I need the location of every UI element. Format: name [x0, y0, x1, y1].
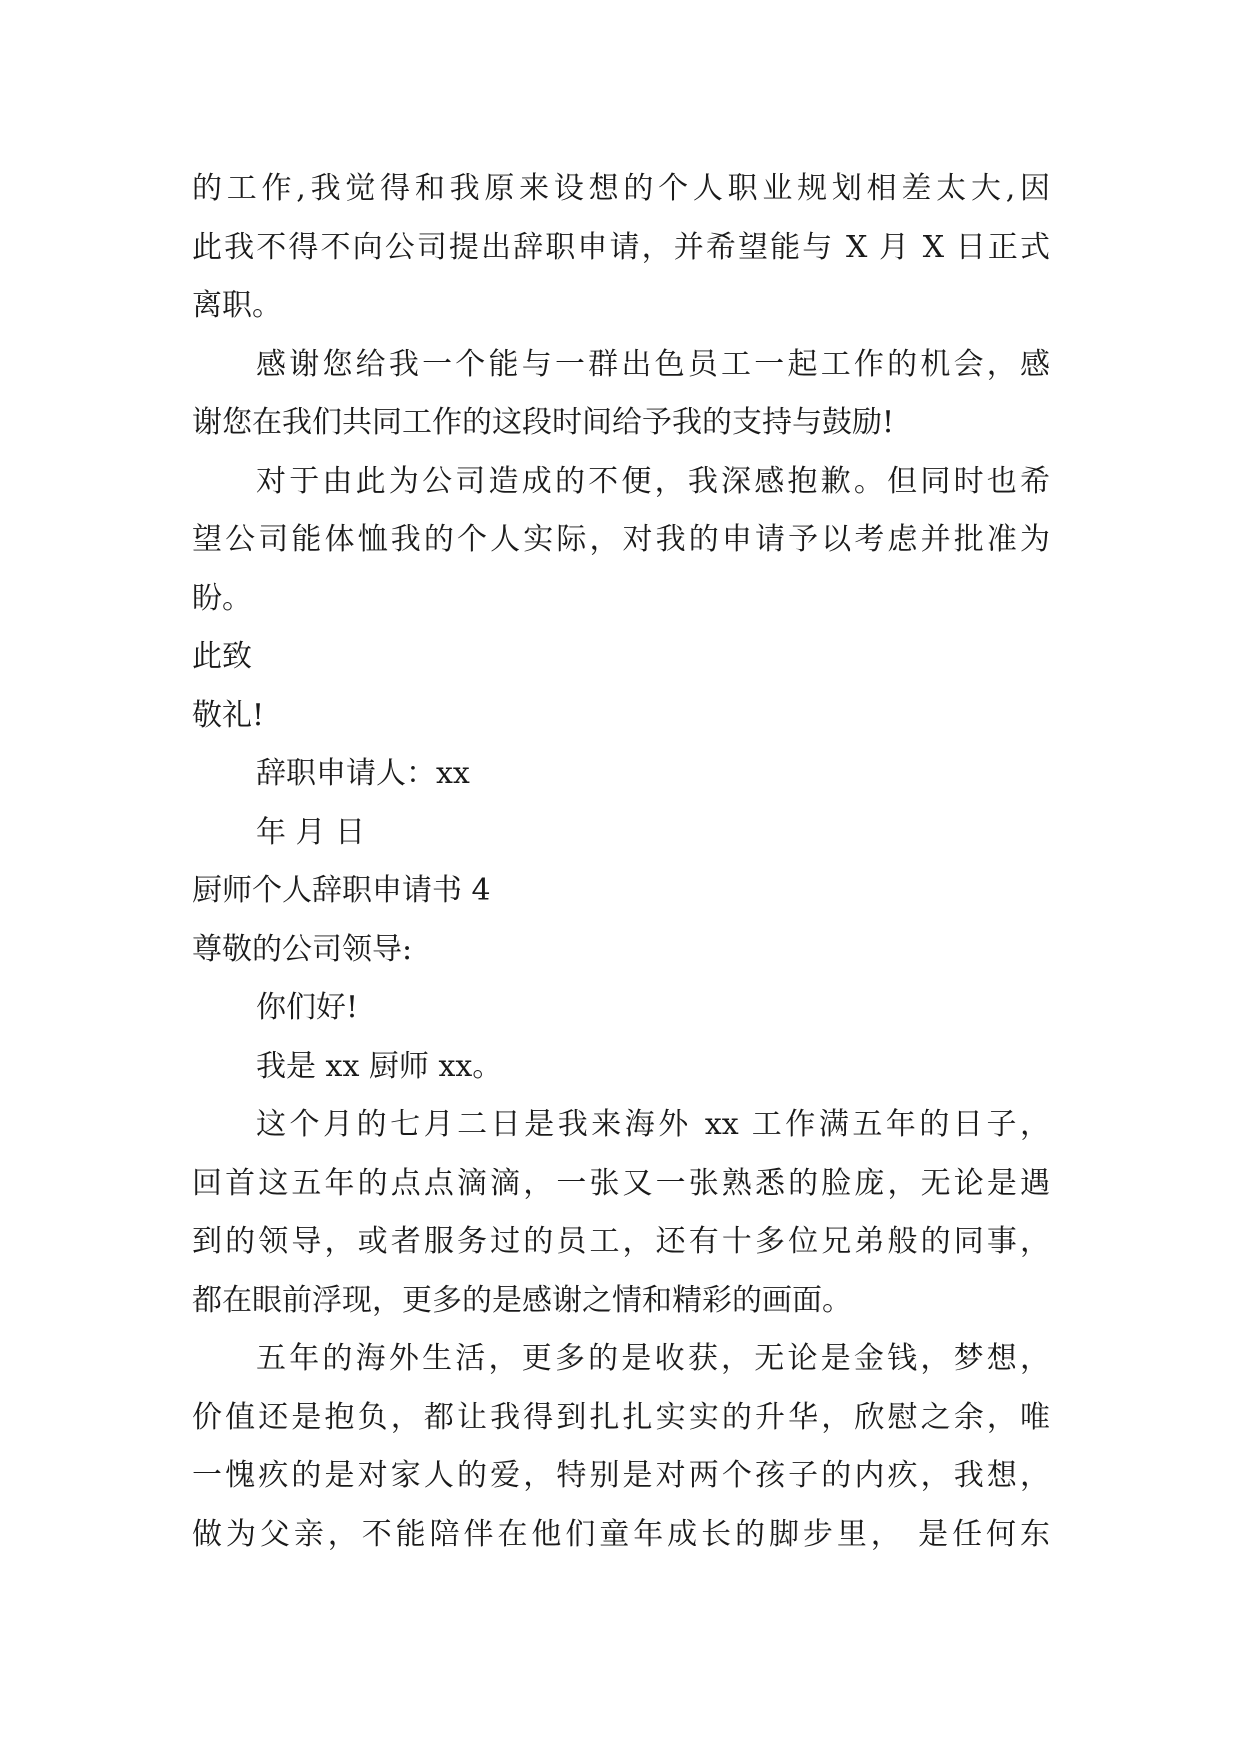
- text-line: 此我不得不向公司提出辞职申请，并希望能与 X 月 X 日正式: [192, 229, 1050, 265]
- text-line: 年 月 日: [256, 814, 366, 850]
- text-line: 对于由此为公司造成的不便，我深感抱歉。但同时也希: [256, 463, 1050, 499]
- text-line: 一愧疚的是对家人的爱，特别是对两个孩子的内疚，我想，: [192, 1458, 1050, 1493]
- text-line: 感谢您给我一个能与一群出色员工一起工作的机会，感: [256, 346, 1050, 382]
- document-body: [192, 160, 1072, 1564]
- text-line: 的工作,我觉得和我原来设想的个人职业规划相差太大,因: [192, 171, 1050, 206]
- text-line: 价值还是抱负，都让我得到扎扎实实的升华，欣慰之余，唯: [192, 1399, 1050, 1435]
- text-line: 尊敬的公司领导:: [192, 931, 413, 967]
- text-line: 这个月的七月二日是我来海外 xx 工作满五年的日子，: [256, 1107, 1050, 1142]
- text-line: 离职。: [192, 288, 282, 323]
- text-line: 做为父亲，不能陪伴在他们童年成长的脚步里， 是任何东: [192, 1516, 1050, 1552]
- text-line: 都在眼前浮现，更多的是感谢之情和精彩的画面。: [192, 1282, 852, 1318]
- text-line: 谢您在我们共同工作的这段时间给予我的支持与鼓励!: [192, 405, 895, 440]
- text-line: 你们好!: [256, 990, 359, 1025]
- text-line: 厨师个人辞职申请书 4: [192, 873, 491, 908]
- text-line: 此致: [192, 639, 252, 674]
- text-line: 敬礼!: [192, 697, 265, 733]
- text-line: 回首这五年的点点滴滴，一张又一张熟悉的脸庞，无论是遇: [192, 1165, 1050, 1201]
- text-line: 到的领导，或者服务过的员工，还有十多位兄弟般的同事，: [192, 1224, 1050, 1259]
- text-line: 五年的海外生活，更多的是收获，无论是金钱，梦想，: [256, 1341, 1050, 1376]
- text-line: 盼。: [192, 580, 252, 616]
- text-line: 望公司能体恤我的个人实际，对我的申请予以考虑并批准为: [192, 522, 1050, 557]
- text-line: 辞职申请人：xx: [256, 756, 470, 791]
- text-line: 我是 xx 厨师 xx。: [256, 1048, 503, 1084]
